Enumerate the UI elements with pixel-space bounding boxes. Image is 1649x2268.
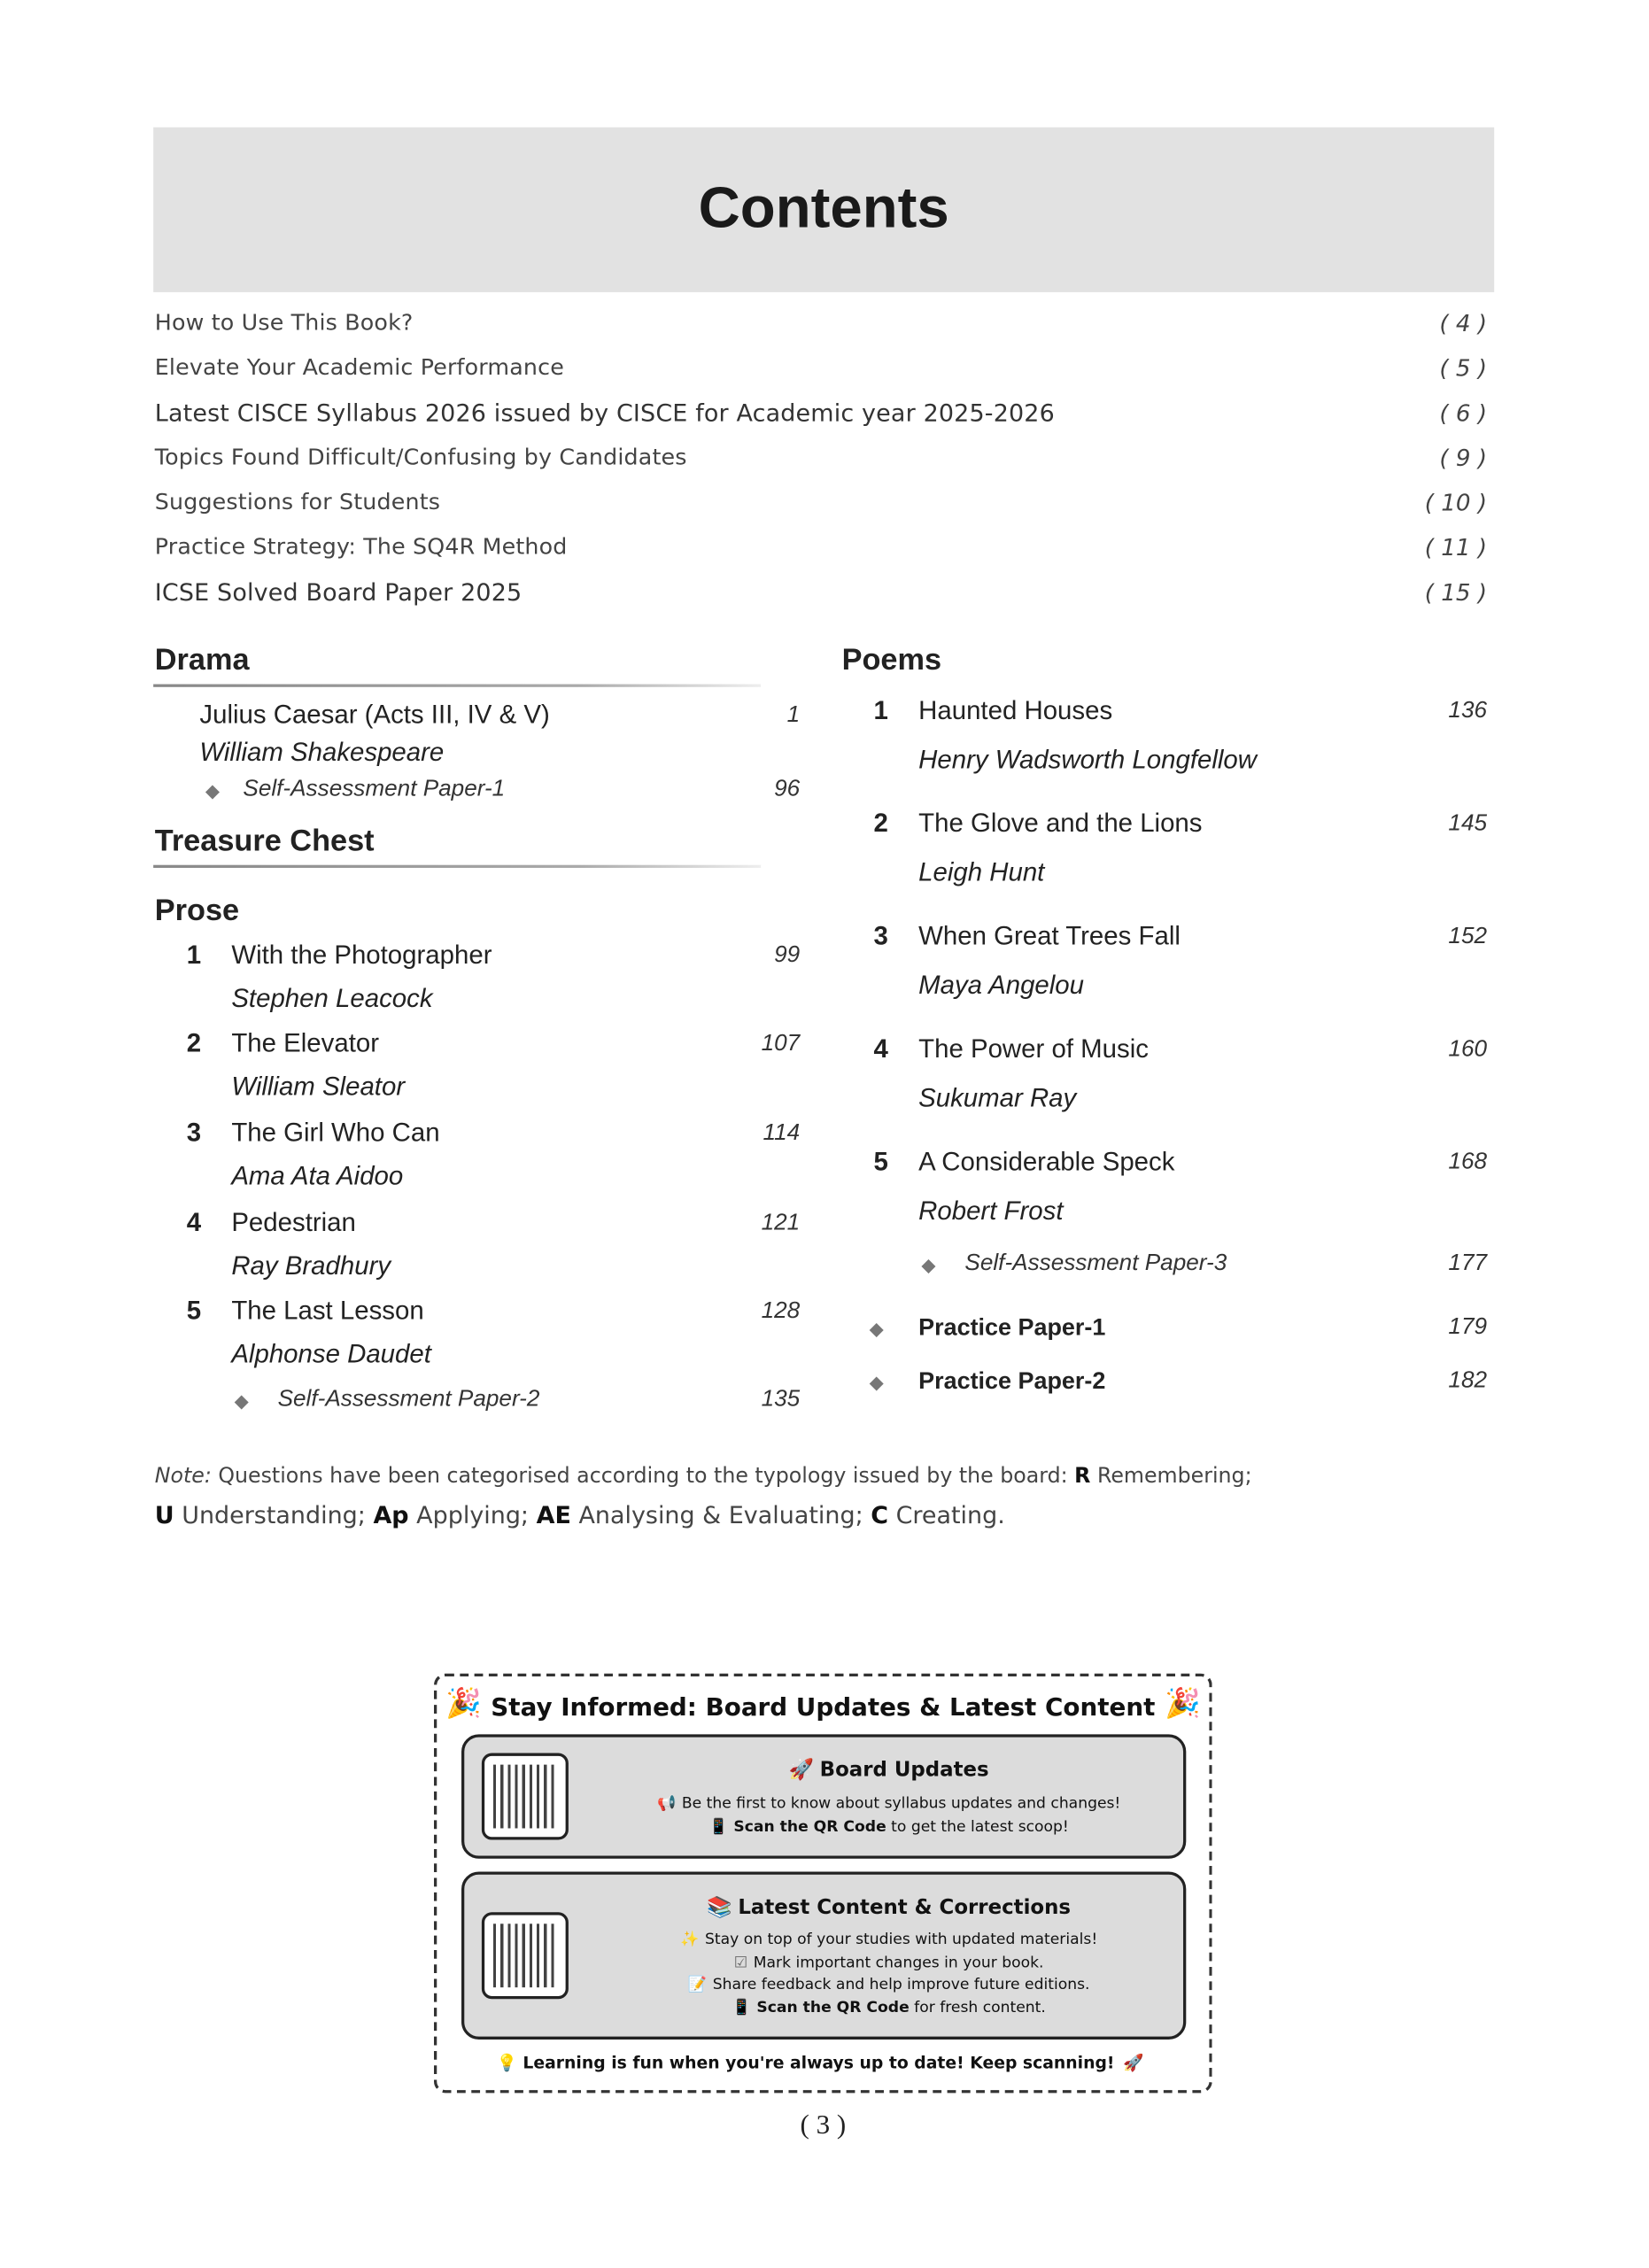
entry-title[interactable]: The Glove and the Lions <box>918 809 1203 838</box>
entry-number: 2 <box>186 1028 202 1057</box>
entry-title[interactable]: The Girl Who Can <box>231 1118 440 1148</box>
toc-entry-label[interactable]: Suggestions for Students <box>154 489 441 515</box>
box-footer: Learning is fun when you're always up to date! Keep scanning! <box>523 2052 1115 2073</box>
entry-number: 5 <box>873 1147 888 1176</box>
typology-code: Ap <box>373 1501 409 1529</box>
entry-title[interactable]: The Power of Music <box>918 1033 1149 1064</box>
sparkles-icon: ✨ <box>680 1931 700 1949</box>
typology-label: Analysing & Evaluating; <box>570 1501 871 1529</box>
entry-number: 2 <box>873 809 888 838</box>
panel-text-bold: Scan the QR Code <box>756 1999 910 2016</box>
entry-page: 107 <box>761 1031 801 1057</box>
toc-entry-page: ( 4 ) <box>1439 309 1488 337</box>
section-heading-prose: Prose <box>154 894 240 927</box>
phone-icon: 📱 <box>732 1999 751 2016</box>
entry-page: 152 <box>1448 924 1488 949</box>
typology-label: Remembering; <box>1090 1465 1252 1489</box>
toc-entry-page: ( 6 ) <box>1439 399 1488 427</box>
entry-title[interactable]: With the Photographer <box>231 940 492 970</box>
entry-author: Sukumar Ray <box>918 1083 1077 1113</box>
entry-page: 99 <box>774 942 801 968</box>
phone-icon: 📱 <box>708 1818 728 1836</box>
entry-author: William Sleator <box>231 1072 406 1101</box>
stay-informed-box <box>434 1674 1212 2094</box>
lightbulb-icon: 💡 <box>496 2052 517 2073</box>
entry-title[interactable]: Julius Caesar (Acts III, IV & V) <box>199 700 550 730</box>
page-number: ( 3 ) <box>800 2109 847 2141</box>
self-assessment-label[interactable]: Self-Assessment Paper-1 <box>243 777 506 801</box>
entry-page: 182 <box>1448 1368 1488 1393</box>
entry-page: 168 <box>1448 1149 1488 1175</box>
entry-number: 4 <box>186 1207 202 1237</box>
panel-text: Share feedback and help improve future editions. <box>712 1976 1090 1993</box>
party-popper-icon: 🎉 <box>445 1684 482 1720</box>
entry-author: Henry Wadsworth Longfellow <box>918 745 1257 774</box>
typology-note <box>155 1467 1252 1488</box>
entry-page: 135 <box>761 1387 801 1413</box>
entry-page: 121 <box>761 1211 801 1235</box>
note-text: Questions have been categorised according to the typology issued by the board: <box>211 1465 1075 1489</box>
panel-text: Be the first to know about syllabus updates and changes! <box>681 1794 1121 1813</box>
toc-entry-label[interactable]: ICSE Solved Board Paper 2025 <box>154 578 523 607</box>
entry-title[interactable]: Haunted Houses <box>918 695 1113 725</box>
section-divider <box>153 865 761 868</box>
panel-text-bold: Scan the QR Code <box>733 1818 886 1836</box>
entry-page: 1 <box>786 702 801 728</box>
entry-author: Maya Angelou <box>918 970 1085 1000</box>
entry-number: 5 <box>186 1296 202 1326</box>
panel-text: Stay on top of your studies with updated materials! <box>705 1931 1098 1949</box>
section-heading-drama: Drama <box>154 643 250 677</box>
section-divider <box>153 685 761 687</box>
entry-author: Ray Bradhury <box>231 1250 391 1281</box>
toc-entry-page: ( 10 ) <box>1424 489 1488 517</box>
panel-title: Latest Content & Corrections <box>738 1896 1072 1920</box>
typology-code: U <box>154 1501 174 1529</box>
memo-icon: 📝 <box>687 1976 708 1993</box>
entry-number: 1 <box>873 695 888 725</box>
toc-entry-page: ( 15 ) <box>1424 578 1488 607</box>
section-heading-poems: Poems <box>841 643 942 677</box>
toc-entry-page: ( 5 ) <box>1439 354 1488 383</box>
toc-entry-label[interactable]: How to Use This Book? <box>154 309 414 336</box>
entry-author: Robert Frost <box>918 1196 1064 1226</box>
self-assessment-label[interactable]: Self-Assessment Paper-2 <box>277 1387 540 1413</box>
entry-title[interactable]: The Elevator <box>231 1028 380 1057</box>
entry-title[interactable]: A Considerable Speck <box>918 1147 1175 1176</box>
toc-entry-label[interactable]: Latest CISCE Syllabus 2026 issued by CISCE for Academic year 2025-2026 <box>154 399 1055 427</box>
typology-label: Creating. <box>888 1501 1005 1529</box>
typology-code: AE <box>536 1501 571 1529</box>
party-popper-icon: 🎉 <box>1164 1684 1201 1720</box>
note-prefix: Note: <box>154 1465 212 1489</box>
entry-author: Stephen Leacock <box>231 983 433 1013</box>
toc-entry-label[interactable]: Elevate Your Academic Performance <box>154 354 564 381</box>
entry-number: 1 <box>186 940 202 970</box>
entry-number: 3 <box>186 1118 202 1148</box>
page-title: Contents <box>698 176 949 241</box>
typology-code: R <box>1074 1465 1091 1489</box>
entry-author: Alphonse Daudet <box>231 1339 431 1369</box>
diamond-bullet-icon: ◆ <box>921 1254 936 1276</box>
toc-entry-label[interactable]: Topics Found Difficult/Confusing by Candidates <box>154 444 687 470</box>
toc-entry-page: ( 11 ) <box>1424 533 1488 561</box>
entry-page: 160 <box>1448 1037 1488 1062</box>
diamond-bullet-icon: ◆ <box>205 779 221 801</box>
entry-number: 3 <box>873 921 888 951</box>
panel-text: Mark important changes in your book. <box>753 1954 1044 1972</box>
entry-author: William Shakespeare <box>199 737 445 767</box>
panel-text: for fresh content. <box>909 1999 1046 2016</box>
entry-author: Ama Ata Aidoo <box>231 1161 404 1191</box>
board-updates-panel <box>461 1734 1186 1858</box>
entry-number: 4 <box>873 1033 888 1064</box>
books-icon: 📚 <box>707 1896 732 1920</box>
practice-paper-label[interactable]: Practice Paper-2 <box>918 1368 1106 1395</box>
diamond-bullet-icon: ◆ <box>234 1389 249 1413</box>
megaphone-icon: 📢 <box>657 1794 677 1813</box>
panel-title: Board Updates <box>819 1759 989 1783</box>
self-assessment-label[interactable]: Self-Assessment Paper-3 <box>964 1250 1227 1276</box>
entry-title[interactable]: When Great Trees Fall <box>918 921 1181 951</box>
checkbox-icon: ☑ <box>733 1954 748 1972</box>
entry-page: 136 <box>1448 698 1488 724</box>
toc-entry-page: ( 9 ) <box>1439 444 1488 472</box>
entry-page: 128 <box>761 1298 801 1324</box>
typology-note-line2 <box>154 1501 1005 1529</box>
qr-code-board-updates[interactable] <box>482 1753 569 1840</box>
qr-code-latest-content[interactable] <box>482 1912 569 1999</box>
diamond-bullet-icon: ◆ <box>869 1317 884 1340</box>
panel-text: to get the latest scoop! <box>886 1818 1069 1836</box>
section-heading-treasure-chest: Treasure Chest <box>154 824 375 858</box>
latest-content-panel <box>461 1871 1186 2039</box>
rocket-icon: 🚀 <box>1123 2052 1144 2073</box>
practice-paper-label[interactable]: Practice Paper-1 <box>918 1314 1106 1342</box>
entry-page: 114 <box>763 1120 801 1146</box>
entry-title[interactable]: Pedestrian <box>231 1207 356 1237</box>
entry-page: 179 <box>1448 1314 1488 1340</box>
contents-header <box>153 128 1494 292</box>
box-title: Stay Informed: Board Updates & Latest Content <box>491 1693 1156 1723</box>
typology-label: Applying; <box>408 1501 537 1529</box>
entry-page: 96 <box>774 777 801 801</box>
rocket-icon: 🚀 <box>788 1759 815 1783</box>
entry-page: 145 <box>1448 811 1488 837</box>
typology-code: C <box>871 1501 889 1529</box>
diamond-bullet-icon: ◆ <box>869 1371 884 1393</box>
typology-label: Understanding; <box>174 1501 374 1529</box>
entry-author: Leigh Hunt <box>918 857 1045 887</box>
entry-page: 177 <box>1448 1250 1488 1276</box>
entry-title[interactable]: The Last Lesson <box>231 1296 424 1326</box>
toc-entry-label[interactable]: Practice Strategy: The SQ4R Method <box>154 533 568 561</box>
